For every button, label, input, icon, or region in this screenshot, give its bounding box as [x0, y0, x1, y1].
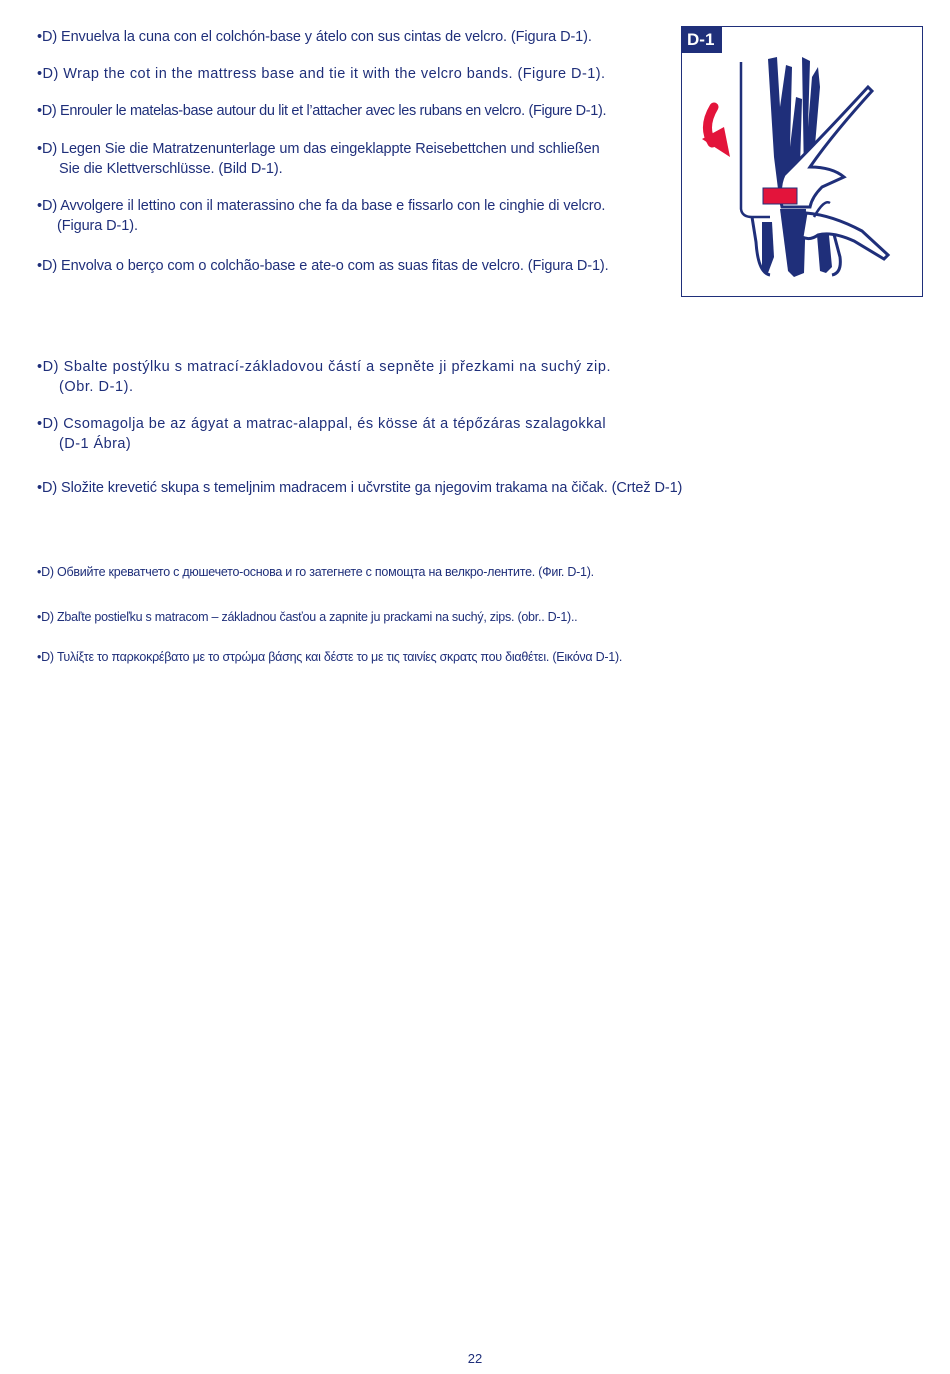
instruction-hr-text: •D) Složite krevetić skupa s temeljnim madracem i učvrstite ga njegovim trakama na čičak. (Crtež D-1) [37, 480, 683, 496]
instruction-es-text: •D) Envuelva la cuna con el colchón-base y átelo con sus cintas de velcro. (Figura D-1). [37, 29, 592, 45]
figure-d1-illustration [682, 27, 923, 297]
instruction-fr-text: •D) Enrouler le matelas-base autour du lit et l’attacher avec les rubans en velcro. (Figure D-1). [37, 103, 607, 119]
instruction-en-text: •D) Wrap the cot in the mattress base and tie it with the velcro bands. (Figure D-1). [37, 66, 606, 82]
instruction-it-line1: •D) Avvolgere il lettino con il materassino che fa da base e fissarlo con le cinghie di velcro. [37, 198, 606, 214]
instruction-de-line2: Sie die Klettverschlüsse. (Bild D-1). [59, 161, 283, 177]
instruction-cs-line2: (Obr. D-1). [59, 379, 134, 395]
instruction-bg [37, 562, 697, 582]
instruction-de-line1: •D) Legen Sie die Matratzenunterlage um das eingeklappte Reisebettchen und schließen [37, 141, 600, 157]
instruction-es [37, 27, 677, 47]
instruction-cs-line1: •D) Sbalte postýlku s matrací-základovou částí a sepněte ji přezkami na suchý zip. [37, 359, 612, 375]
instruction-el [37, 647, 717, 667]
instruction-en [37, 64, 677, 84]
instruction-hr [37, 478, 697, 498]
page-number: 22 [467, 1351, 483, 1366]
instruction-sk [37, 607, 697, 627]
instruction-el-text: •D) Τυλίξτε το παρκοκρέβατο με το στρώμα βάσης και δέστε το με τις ταινίες σκρατς που διαθέτει. (Εικόνα D-1). [37, 650, 623, 664]
instruction-bg-text: •D) Обвийте креватчето с дюшечето-основа и го затегнете с помощта на велкро-лентите. (Фиг. D-1). [37, 565, 594, 579]
instruction-hu [37, 414, 677, 454]
instruction-fr [37, 101, 677, 121]
instruction-sk-text: •D) Zbaľte postieľku s matracom – základnou časťou a zapnite ju prackami na suchý, zips. (obr.. D-1).. [37, 610, 578, 624]
hand-lower [802, 213, 888, 259]
instruction-it [37, 196, 677, 236]
instruction-de [37, 139, 677, 179]
curved-arrow-icon [702, 107, 730, 157]
velcro-strap-icon [763, 188, 797, 204]
instruction-pt-text: •D) Envolva o berço com o colchão-base e ate-o com as suas fitas de velcro. (Figura D-1). [37, 258, 609, 274]
instruction-it-line2: (Figura D-1). [57, 218, 138, 234]
instruction-pt [37, 256, 677, 276]
instruction-hu-line2: (D-1 Ábra) [59, 436, 132, 452]
instruction-hu-line1: •D) Csomagolja be az ágyat a matrac-alappal, és kösse át a tépőzáras szalagokkal [37, 416, 606, 432]
figure-label: D-1 [682, 27, 722, 53]
figure-d1 [681, 26, 923, 297]
instruction-cs [37, 357, 677, 397]
